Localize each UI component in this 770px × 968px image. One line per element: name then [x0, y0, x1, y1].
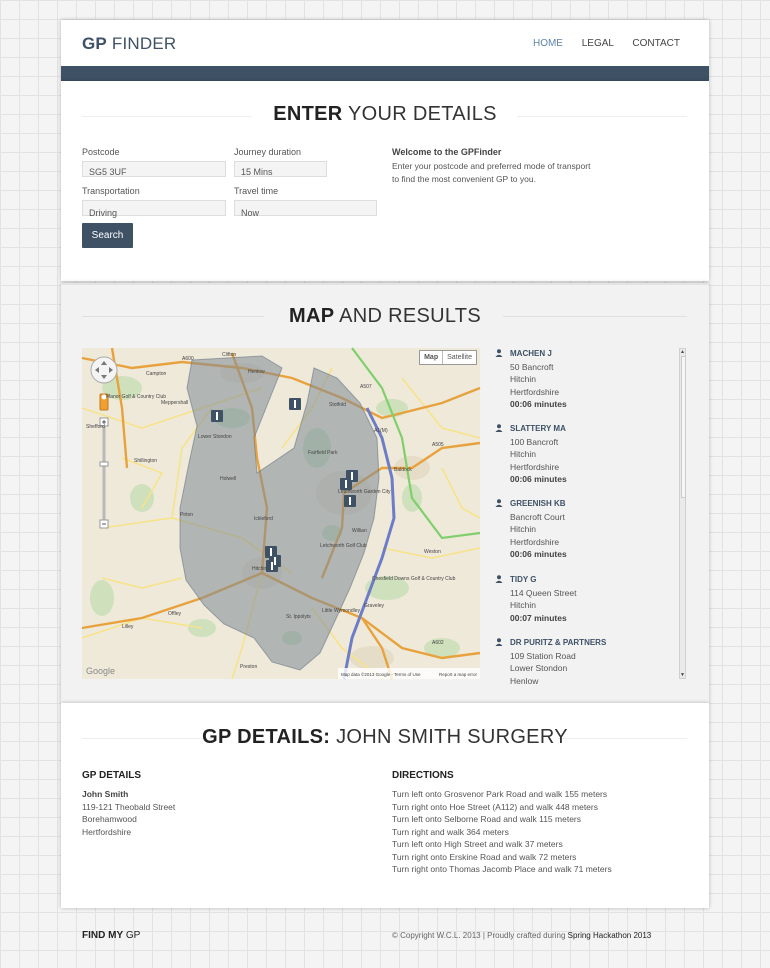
map-label-a1m: A1(M): [374, 428, 388, 434]
google-logo: Google: [86, 666, 116, 676]
map-label-lilley: Lilley: [122, 624, 134, 630]
map-label-lower-stondon: Lower Stondon: [198, 434, 232, 440]
main-nav: [517, 38, 680, 49]
details-section: [61, 81, 709, 281]
direction-step: Turn right onto Erskine Road and walk 72 meters: [392, 851, 577, 862]
map-label-a602: A602: [432, 640, 444, 646]
map-title: MAP AND RESULTS: [289, 305, 481, 327]
gp-address-line: 119-121 Theobald Street: [82, 801, 176, 812]
map-label-weston: Weston: [424, 549, 441, 555]
map-results-section: [61, 283, 709, 703]
results-map[interactable]: [82, 348, 480, 679]
map-label-ickleford: Ickleford: [254, 516, 273, 522]
map-label-meppershall: Meppershall: [161, 400, 189, 406]
result-address-line: 114 Queen Street: [510, 587, 577, 598]
results-scrollbar[interactable]: [679, 348, 686, 679]
person-icon: [495, 638, 503, 646]
map-type-control: [419, 350, 477, 365]
header-bar: [61, 66, 709, 81]
result-item[interactable]: [510, 498, 690, 561]
map-label-clifton: Clifton: [222, 352, 237, 358]
gp-address: [82, 788, 175, 838]
map-label-stotfold: Stotfold: [329, 402, 346, 408]
result-address-line: Hitchin: [510, 449, 536, 459]
gp-details-section: [61, 703, 709, 908]
travel-time-select[interactable]: Now: [234, 200, 377, 216]
map-label-fairfield: Fairfield Park: [308, 450, 338, 456]
result-address-line: Hertfordshire: [510, 461, 560, 472]
direction-step: Turn left onto Selborne Road and walk 115 meters: [392, 814, 581, 824]
gp-name: John Smith: [82, 789, 129, 799]
direction-step: Turn right and walk 364 meters: [392, 826, 509, 837]
map-label-pirton: Pirton: [180, 512, 194, 518]
result-item[interactable]: [510, 637, 690, 687]
result-address-line: Hitchin: [510, 600, 536, 610]
gp-title: GP DETAILS: JOHN SMITH SURGERY: [202, 726, 568, 748]
direction-step: Turn left onto High Street and walk 37 meters: [392, 839, 563, 849]
map-label-baldock: Baldock: [394, 467, 412, 473]
result-address-line: Hitchin: [510, 524, 536, 534]
site-header: [61, 20, 709, 81]
nav-home[interactable]: HOME: [532, 38, 563, 49]
map-label-hitchin: Hitchin: [252, 566, 268, 572]
map-label-willian: Willian: [352, 528, 367, 534]
travel-time-label: Travel time: [234, 186, 279, 196]
result-name[interactable]: TIDY G: [510, 575, 537, 584]
postcode-label: Postcode: [82, 147, 120, 157]
map-label-letchworth: Letchworth Garden City: [338, 489, 391, 495]
result-address-line: 50 Bancroft: [510, 361, 554, 372]
hackathon-link[interactable]: Spring Hackathon 2013: [567, 931, 652, 940]
journey-label: Journey duration: [234, 147, 302, 157]
results-list[interactable]: [493, 348, 687, 686]
map-label-manor-golf: Manor Golf & Country Club: [106, 394, 167, 400]
map-label-chesfield: Chesfield Downs Golf & Country Club: [372, 576, 456, 582]
map-label-shillington: Shillington: [134, 458, 158, 464]
result-address-line: 100 Bancroft: [510, 436, 559, 447]
search-button[interactable]: Search: [82, 223, 133, 248]
map-label-offley: Offley: [168, 611, 181, 617]
site-logo[interactable]: GP FINDER: [82, 34, 177, 53]
result-address-line: Bancroft Court: [510, 511, 565, 522]
welcome-text: Enter your postcode and preferred mode of transport to find the most convenient GP to you.: [392, 161, 591, 184]
map-label-campton: Campton: [146, 371, 167, 377]
result-name[interactable]: SLATTERY MA: [510, 424, 566, 433]
map-label-shefford: Shefford: [86, 424, 105, 430]
result-item[interactable]: [510, 348, 690, 411]
result-travel-time: 00:06 minutes: [510, 474, 567, 484]
result-address-line: Hitchin: [510, 374, 536, 384]
direction-step: Turn left onto Grosvenor Park Road and walk 155 meters: [392, 789, 608, 799]
result-name[interactable]: DR PURITZ & PARTNERS: [510, 638, 607, 647]
postcode-input[interactable]: SG5 3UF: [82, 161, 226, 177]
person-icon: [495, 499, 503, 507]
welcome-title: Welcome to the GPFinder: [392, 147, 502, 157]
result-address-line: Lower Stondon: [510, 663, 568, 673]
report-map-error-link[interactable]: Report a map error: [439, 672, 478, 677]
gp-details-heading: GP DETAILS: [82, 770, 142, 781]
scroll-down-icon[interactable]: ▼: [680, 672, 685, 678]
map-label-letchworth-golf: Letchworth Golf Club: [320, 543, 367, 549]
nav-contact[interactable]: CONTACT: [632, 38, 680, 49]
result-travel-time: 00:07 minutes: [510, 612, 567, 623]
person-icon: [495, 349, 503, 357]
map-label-holwell: Holwell: [220, 476, 237, 482]
footer-logo[interactable]: FIND MY GP: [82, 930, 141, 941]
map-label-graveley: Graveley: [364, 603, 385, 609]
direction-step: Turn right onto Thomas Jacomb Place and walk 71 meters: [392, 864, 612, 874]
map-canvas[interactable]: [82, 348, 480, 679]
map-label-preston: Preston: [240, 664, 258, 670]
map-label-a505: A505: [432, 442, 444, 448]
result-address-line: Hertfordshire: [510, 386, 560, 397]
details-title: ENTER YOUR DETAILS: [273, 103, 497, 125]
result-address-line: Hertfordshire: [510, 536, 560, 547]
map-label-st-ippolyts: St. Ippolyts: [286, 614, 311, 620]
map-type-map-button[interactable]: Map: [420, 351, 443, 364]
gp-address-line: Hertfordshire: [82, 826, 132, 837]
result-travel-time: 00:06 minutes: [510, 549, 567, 559]
result-address-line: 109 Station Road: [510, 650, 576, 661]
map-label-a507: A507: [360, 384, 372, 390]
transport-label: Transportation: [82, 186, 140, 196]
directions-heading: DIRECTIONS: [392, 770, 454, 781]
gp-address-line: Borehamwood: [82, 814, 137, 824]
result-travel-time: 00:06 minutes: [510, 399, 567, 409]
footer-copyright: © Copyright W.C.L. 2013 | Proudly crafted during Spring Hackathon 2013: [392, 931, 652, 940]
journey-duration-select[interactable]: 15 Mins: [234, 161, 327, 177]
nav-legal[interactable]: LEGAL: [581, 38, 614, 49]
result-item[interactable]: [510, 423, 690, 486]
result-name[interactable]: MACHEN J: [510, 349, 552, 358]
map-label-a600: A600: [182, 356, 194, 362]
person-icon: [495, 575, 503, 583]
result-address-line: Henlow: [510, 675, 539, 686]
transport-select[interactable]: Driving: [82, 200, 226, 216]
map-type-satellite-button[interactable]: Satellite: [447, 354, 472, 361]
map-attribution[interactable]: Map data ©2013 Google - Terms of Use: [341, 672, 421, 677]
map-label-little-wymondley: Little Wymondley: [322, 608, 361, 614]
map-label-henlow: Henlow: [248, 369, 265, 375]
result-item[interactable]: [510, 574, 690, 624]
scroll-up-icon[interactable]: ▲: [680, 349, 685, 355]
result-name[interactable]: GREENISH KB: [510, 499, 566, 508]
person-icon: [495, 424, 503, 432]
scrollbar-thumb[interactable]: [681, 356, 686, 498]
directions-list: [392, 788, 612, 876]
direction-step: Turn right onto Hoe Street (A112) and walk 448 meters: [392, 801, 598, 812]
